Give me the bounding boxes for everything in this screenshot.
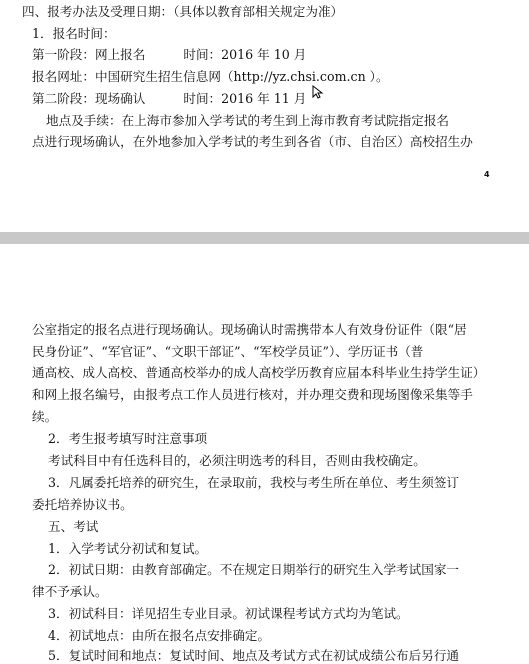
item-exam-subjects: 3．初试科目：详见招生专业目录。初试课程考试方式均为笔试。 xyxy=(48,606,409,621)
paragraph-line: 通高校、成人高校、普通高校举办的成人高校学历教育应届本科毕业生持学生证） xyxy=(32,365,486,380)
stage-two-time: 时间：2016 年 11 月 xyxy=(183,91,307,106)
stage-one-label: 第一阶段：网上报名 xyxy=(32,47,146,62)
item-notes-heading: 2．考生报考填写时注意事项 xyxy=(48,431,208,446)
document-page-5 xyxy=(0,244,529,663)
item-exam-location: 4．初试地点：由所在报名点安排确定。 xyxy=(48,628,271,643)
section-heading-apply: 四、报考办法及受理日期：（具体以教育部相关规定为准） xyxy=(22,4,344,19)
section-heading-exam: 五、考试 xyxy=(48,519,99,534)
item-registration-time: 1．报名时间： xyxy=(32,26,116,41)
paragraph-line: 地点及手续：在上海市参加入学考试的考生到上海市教育考试院指定报名 xyxy=(46,113,449,128)
document-page-4 xyxy=(0,0,529,232)
paragraph-line: 公室指定的报名点进行现场确认。现场确认时需携带本人有效身份证件（限“居 xyxy=(32,322,467,337)
paragraph-line: 律不予承认。 xyxy=(32,584,108,599)
paragraph-line: 和网上报名编号，由报考点工作人员进行核对，并办理交费和现场图像采集等手 xyxy=(32,387,473,402)
paragraph-line: 续。 xyxy=(32,409,58,424)
paragraph-line: 考试科目中有任选科目的，必须注明选考的科目，否则由我校确定。 xyxy=(48,453,426,468)
item-entrusted-training: 3．凡属委托培养的研究生，在录取前，我校与考生所在单位、考生须签订 xyxy=(48,475,460,490)
item-exam-structure: 1．入学考试分初试和复试。 xyxy=(48,541,208,556)
stage-two-row xyxy=(0,91,529,107)
paragraph-line: 委托培养协议书。 xyxy=(32,497,133,512)
item-exam-date: 2．初试日期：由教育部确定。不在规定日期举行的研究生入学考试国家一 xyxy=(48,562,460,577)
page-number: 4 xyxy=(484,170,490,179)
registration-url-line: 报名网址：中国研究生招生信息网（http://yz.chsi.com.cn ）。 xyxy=(32,69,389,84)
item-retest: 5．复试时间和地点：复试时间、地点及考试方式在初试成绩公布后另行通 xyxy=(48,648,460,663)
stage-one-time: 时间：2016 年 10 月 xyxy=(183,47,307,62)
paragraph-line: 民身份证”、“军官证”、“文职干部证”、“军校学员证”）、学历证书（普 xyxy=(32,344,424,359)
paragraph-line: 点进行现场确认，在外地参加入学考试的考生到各省（市、自治区）高校招生办 xyxy=(32,134,473,149)
stage-one-row xyxy=(0,47,529,63)
stage-two-label: 第二阶段：现场确认 xyxy=(32,91,146,106)
page-separator xyxy=(0,232,529,244)
cursor-icon xyxy=(310,84,326,100)
